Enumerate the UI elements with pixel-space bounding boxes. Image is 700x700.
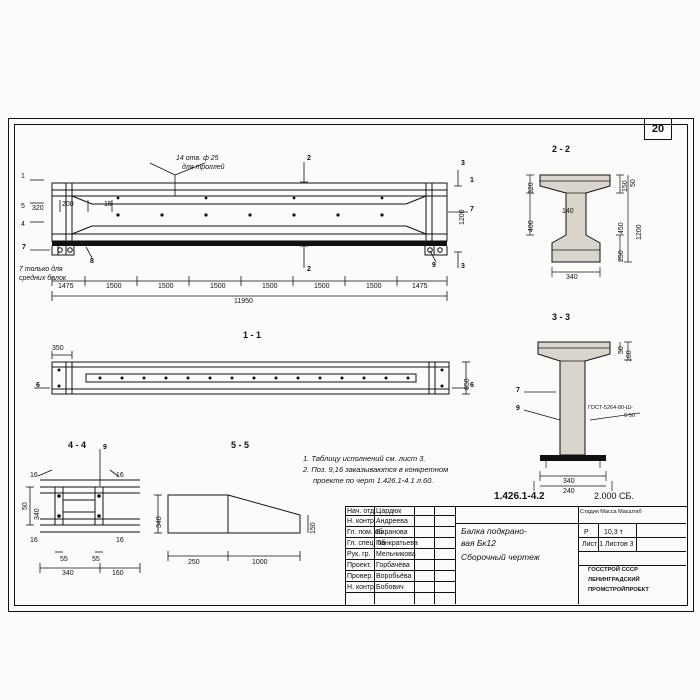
detail-mark-7-left: 7: [22, 244, 26, 251]
tick-label-4: 4: [21, 221, 25, 228]
view-2-2-dim-150: 150: [622, 180, 629, 192]
stamp-row-line-4: [345, 559, 455, 560]
stamp-divider-v1: [455, 506, 456, 604]
dim-650: 650: [464, 378, 471, 390]
stamp-org-line-2: ЛЕНИНГРАДСКИЙ: [588, 577, 640, 583]
stamp-row-name-3: Панкратьева: [376, 540, 418, 547]
page-number: 20: [651, 123, 665, 135]
view-4-4-dim-55b: 55: [92, 556, 100, 563]
view-4-4-mark-16-a: 16: [30, 472, 38, 479]
dim-350: 350: [52, 345, 64, 352]
stamp-row-role-6: Провер.: [347, 573, 374, 580]
view-4-4-dim-50a: 50: [22, 502, 29, 510]
stamp-row-line-2: [345, 537, 455, 538]
tick-label-1: 1: [21, 173, 25, 180]
dim-1475-right: 1475: [412, 283, 428, 290]
view-4-4-mark-16-c: 16: [30, 537, 38, 544]
view-4-4-dim-160: 160: [112, 570, 124, 577]
view-5-5-title: 5 - 5: [231, 440, 250, 450]
stamp-divider-h-code: [490, 506, 686, 507]
section-mark-1-right: 1: [470, 177, 474, 184]
stamp-row-role-3: Гл. спец. об: [347, 540, 386, 547]
stamp-divider-h2: [578, 537, 686, 538]
view-5-5-dim-340: 340: [156, 516, 163, 528]
stamp-row-name-7: Бобович: [376, 584, 404, 591]
note-holes-label: 14 отв. ф 25: [176, 155, 219, 162]
stamp-row-line-5: [345, 570, 455, 571]
detail-mark-8: 8: [90, 258, 94, 265]
section-mark-2-bottom: 2: [307, 266, 311, 273]
stamp-divider-v2: [578, 506, 579, 604]
stamp-row-line-0: [345, 515, 455, 516]
note-left-1: 7 только для: [19, 266, 63, 273]
stamp-title-line-2: вая Бк12: [461, 538, 496, 548]
view-2-2-dim-400: 400: [528, 220, 535, 232]
stamp-row-line-1: [345, 526, 455, 527]
section-mark-2-top: 2: [307, 155, 311, 162]
stamp-title-line-3: Сборочный чертеж: [461, 552, 540, 562]
view-4-4-title: 4 - 4: [68, 440, 87, 450]
stamp-stage-value: Р: [584, 529, 589, 536]
stamp-mass-value: 10,3 т: [604, 529, 623, 536]
stamp-row-line-7: [345, 592, 455, 593]
stamp-divider-h1: [455, 523, 686, 524]
stamp-row-role-7: Н. контр.: [347, 584, 376, 591]
view-4-4-dim-340: 340: [62, 570, 74, 577]
view-1-1-mark-6-left: 6: [36, 382, 40, 389]
dim-200: 200: [62, 201, 74, 208]
stamp-row-role-5: Проект.: [347, 562, 372, 569]
stamp-row-line-3: [345, 548, 455, 549]
stamp-row-role-4: Рук. гр.: [347, 551, 371, 558]
stamp-divider-h3: [578, 551, 686, 552]
view-3-3-dim-340: 340: [563, 478, 575, 485]
view-4-4-mark-16-d: 16: [116, 537, 124, 544]
stamp-title-line-1: Балка подкрано-: [461, 526, 527, 536]
dim-1500-a: 1500: [106, 283, 122, 290]
stamp-row-line-6: [345, 581, 455, 582]
section-mark-3-top: 3: [461, 160, 465, 167]
view-3-3-dim-50: 50: [618, 346, 625, 354]
detail-mark-9-right: 9: [432, 262, 436, 269]
view-2-2-title: 2 - 2: [552, 144, 571, 154]
view-4-4-dim-340-v: 340: [34, 508, 41, 520]
view-3-3-dim-240: 240: [563, 488, 575, 495]
view-3-3-title: 3 - 3: [552, 312, 571, 322]
stamp-row-role-0: Нач. отд.: [347, 508, 377, 515]
view-5-5-dim-250: 250: [188, 559, 200, 566]
dim-1500-f: 1500: [366, 283, 382, 290]
section-mark-3-bottom: 3: [461, 263, 465, 270]
dim-320: 320: [32, 205, 44, 212]
stamp-row-name-0: Цардюк: [376, 508, 402, 515]
dim-1500-b: 1500: [158, 283, 174, 290]
stamp-divider-h4: [578, 565, 686, 566]
stamp-row-name-4: Мельникова: [376, 551, 416, 558]
dim-1500-c: 1500: [210, 283, 226, 290]
view-3-3-weld-note-1: ГОСТ-5264-80-Ш-: [588, 405, 633, 411]
view-2-2-dim-1200: 1200: [636, 224, 643, 240]
note-holes-label-2: для троллей: [182, 164, 225, 171]
view-2-2-dim-450: 450: [618, 222, 625, 234]
dim-1475-left: 1475: [58, 283, 74, 290]
stamp-row-name-5: Горбачёва: [376, 562, 410, 569]
view-5-5-dim-150: 150: [310, 522, 317, 534]
view-2-2-dim-140: 140: [562, 208, 574, 215]
dim-15: 15: [104, 201, 112, 208]
stamp-col-line-c: [434, 506, 435, 604]
stamp-row-name-1: Андреева: [376, 518, 408, 525]
note-left-2: средних балок: [19, 275, 67, 282]
view-2-2-dim-50: 50: [630, 179, 637, 187]
stamp-stage-header: Стадия Масса Масштаб: [580, 509, 642, 515]
view-5-5-dim-1000: 1000: [252, 559, 268, 566]
view-2-2-dim-340: 340: [566, 274, 578, 281]
stamp-row-role-1: Н. контр.: [347, 518, 376, 525]
stamp-row-name-2: Баранова: [376, 529, 408, 536]
view-2-2-dim-250: 250: [618, 250, 625, 262]
dim-1500-d: 1500: [262, 283, 278, 290]
note-line-1: 1. Таблицу исполнений см. лист 3.: [303, 454, 426, 463]
stamp-sheet-line: Лист 1 Листов 3: [582, 541, 634, 548]
view-2-2-dim-320: 320: [528, 182, 535, 194]
view-4-4-mark-9: 9: [103, 444, 107, 451]
view-3-3-weld-note-2: 6-50: [624, 413, 636, 419]
view-1-1-mark-6-right: 6: [470, 382, 474, 389]
view-3-3-mark-7: 7: [516, 387, 520, 394]
stamp-org-line-3: ПРОМСТРОЙПРОЕКТ: [588, 587, 649, 593]
view-1-1-title: 1 - 1: [243, 330, 262, 340]
view-4-4-mark-16-b: 16: [116, 472, 124, 479]
note-line-2: 2. Поз. 9,16 заказываются в конкретном: [303, 465, 449, 474]
view-4-4-dim-55a: 55: [60, 556, 68, 563]
view-3-3-mark-9: 9: [516, 405, 520, 412]
dim-1500-e: 1500: [314, 283, 330, 290]
stamp-row-role-2: Гл. пом. об: [347, 529, 383, 536]
note-line-3: проекте по черт 1.426.1-4.1 л.60.: [313, 476, 434, 485]
stamp-divider-v4: [636, 523, 637, 551]
stamp-org-line-1: ГОССТРОЙ СССР: [588, 567, 638, 573]
tick-label-5: 5: [21, 203, 25, 210]
dim-total-11950: 11950: [234, 298, 253, 305]
dim-1200-plan: 1200: [459, 209, 466, 225]
detail-mark-7-right: 7: [470, 206, 474, 213]
drawing-code: 1.426.1-4.2: [494, 491, 545, 502]
stamp-row-name-6: Воробьёва: [376, 573, 412, 580]
drawing-set: 2.000 СБ.: [594, 491, 634, 501]
view-3-3-dim-160: 160: [626, 350, 633, 362]
